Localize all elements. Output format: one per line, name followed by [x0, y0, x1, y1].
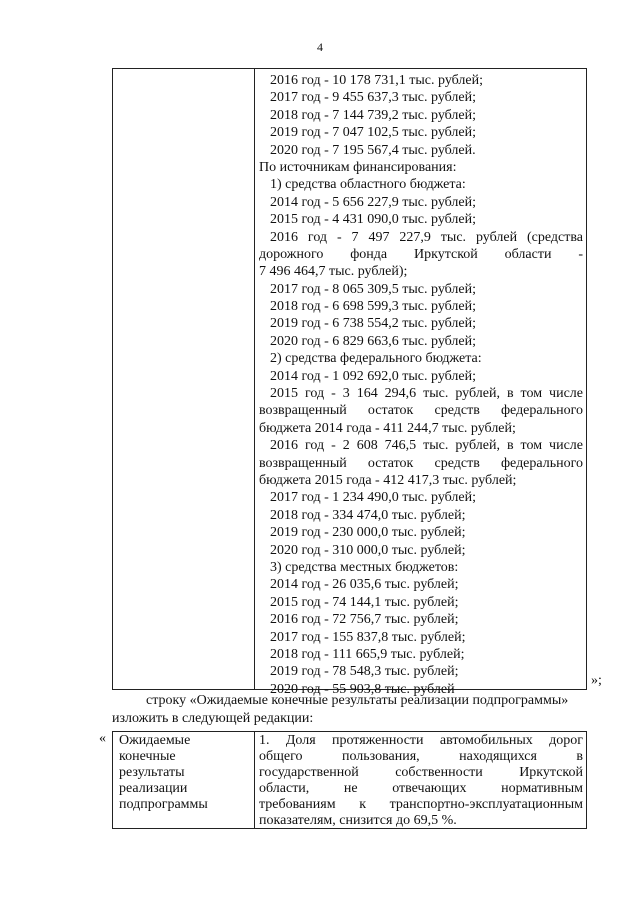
financing-line: 2018 год - 111 665,9 тыс. рублей; [270, 646, 465, 662]
financing-line: 1) средства областного бюджета: [270, 177, 466, 193]
financing-line: 2016 год - 72 756,7 тыс. рублей; [270, 612, 459, 628]
financing-line: 2019 год - 7 047 102,5 тыс. рублей; [270, 125, 477, 141]
results-value-line: государственной собственности Иркутской [259, 765, 583, 780]
financing-line: 2016 год - 10 178 731,1 тыс. рублей; [270, 73, 484, 88]
column-divider [254, 732, 255, 828]
financing-line: 2018 год - 7 144 739,2 тыс. рублей; [270, 107, 477, 123]
financing-line: возвращенный остаток средств федерального [259, 455, 583, 471]
financing-line: 2020 год - 7 195 567,4 тыс. рублей. [270, 142, 476, 158]
financing-line: 2018 год - 334 474,0 тыс. рублей; [270, 507, 466, 523]
financing-line: 2020 год - 310 000,0 тыс. рублей; [270, 542, 466, 558]
financing-line: бюджета 2014 года - 411 244,7 тыс. рублей; [259, 420, 516, 436]
results-label-line: Ожидаемые [119, 733, 191, 748]
results-value-line: 1. Доля протяженности автомобильных дорог [259, 733, 583, 748]
financing-line: бюджета 2015 года - 412 417,3 тыс. рублей; [259, 472, 517, 488]
financing-line: 2015 год - 3 164 294,6 тыс. рублей, в том числе [270, 386, 583, 402]
closing-quote: »; [591, 673, 602, 688]
results-table [112, 731, 587, 829]
financing-line: дорожного фонда Иркутской области - [259, 246, 583, 262]
results-value-line: общего пользования, находящихся в [259, 749, 583, 764]
results-label-line: конечные [119, 749, 176, 764]
financing-line: 2018 год - 6 698 599,3 тыс. рублей; [270, 299, 477, 315]
financing-line: 2017 год - 155 837,8 тыс. рублей; [270, 629, 466, 645]
financing-line: 2016 год - 7 497 227,9 тыс. рублей (средства [270, 229, 583, 245]
financing-table [112, 68, 587, 697]
financing-line: 2019 год - 6 738 554,2 тыс. рублей; [270, 316, 477, 332]
results-label-cell [119, 733, 249, 813]
results-value-line: области, не отвечающих нормативным [259, 781, 583, 796]
financing-line: 2015 год - 4 431 090,0 тыс. рублей; [270, 212, 477, 228]
financing-line: 2020 год - 6 829 663,6 тыс. рублей; [270, 333, 477, 349]
financing-line: 2014 год - 26 035,6 тыс. рублей; [270, 577, 459, 593]
instruction-line-2: изложить в следующей редакции: [112, 711, 314, 726]
financing-line: 2014 год - 5 656 227,9 тыс. рублей; [270, 194, 477, 210]
results-value-line: требованиям к транспортно-эксплуатационным [259, 797, 583, 812]
results-label-line: реализации [119, 781, 188, 796]
financing-line: 3) средства местных бюджетов: [270, 559, 459, 575]
financing-line: 2015 год - 74 144,1 тыс. рублей; [270, 594, 459, 610]
financing-line: 2019 год - 78 548,3 тыс. рублей; [270, 664, 459, 680]
financing-line: 2019 год - 230 000,0 тыс. рублей; [270, 525, 466, 541]
column-divider [254, 69, 255, 689]
results-value-cell [259, 733, 583, 829]
financing-line: 7 496 464,7 тыс. рублей); [259, 264, 408, 280]
financing-line: 2016 год - 2 608 746,5 тыс. рублей, в том числе [270, 438, 583, 454]
financing-line: возвращенный остаток средств федерального [259, 403, 583, 419]
financing-line: 2017 год - 9 455 637,3 тыс. рублей; [270, 90, 477, 106]
results-value-line: показателям, снизится до 69,5 %. [259, 813, 457, 828]
financing-line: 2014 год - 1 092 692,0 тыс. рублей; [270, 368, 477, 384]
financing-line: 2017 год - 1 234 490,0 тыс. рублей; [270, 490, 477, 506]
financing-line: По источникам финансирования: [259, 159, 457, 175]
financing-text [259, 72, 583, 698]
results-label-line: результаты [119, 765, 185, 780]
financing-line: 2017 год - 8 065 309,5 тыс. рублей; [270, 281, 477, 297]
page-number: 4 [317, 40, 323, 54]
opening-quote: « [99, 731, 106, 746]
financing-line: 2) средства федерального бюджета: [270, 351, 482, 367]
instruction-line-1: строку «Ожидаемые конечные результаты реализации подпрограммы» [146, 693, 569, 708]
results-label-line: подпрограммы [119, 797, 208, 812]
financing-line: 2020 год - 55 903,8 тыс. рублей [270, 681, 455, 697]
